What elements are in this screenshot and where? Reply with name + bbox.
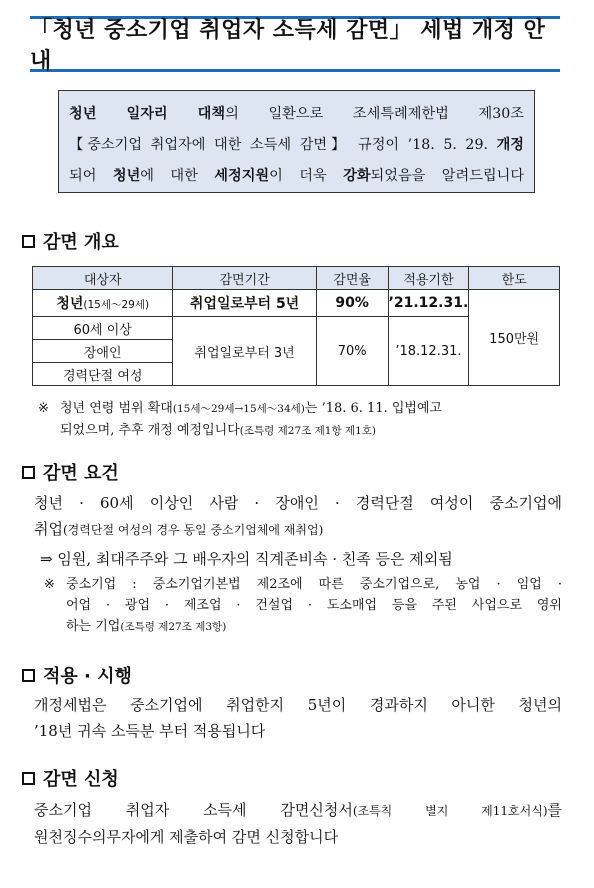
intro-box bbox=[58, 90, 535, 193]
body-text: 에 대한 bbox=[140, 168, 215, 184]
apply-time-paragraph bbox=[34, 692, 562, 744]
section-overview-heading bbox=[22, 229, 119, 253]
application-line-1: 중소기업 취업자 소득세 감면신청서(조특칙 별지 제11호서식)를 bbox=[34, 801, 563, 819]
checkbox-square-icon bbox=[22, 772, 35, 785]
sme-definition-note bbox=[44, 574, 562, 638]
requirements-line-1: 청년 · 60세 이상인 사람 · 장애인 · 경력단절 여성이 중소기업에 bbox=[34, 494, 562, 512]
reference-mark: ※ bbox=[44, 577, 55, 592]
section-overview-label: 감면 개요 bbox=[43, 232, 119, 253]
intro-line-2 bbox=[69, 130, 524, 161]
application-line-2: 원천징수의무자에게 제출하여 감면 신청합니다 bbox=[34, 828, 339, 846]
exclusion-line: ⇒ 임원, 최대주주와 그 배우자의 직계존비속 · 친족 등은 제외됨 bbox=[40, 550, 453, 568]
emphasis-text: 세정지원 bbox=[214, 168, 270, 184]
footnote-line-1: 청년 연령 범위 확대(15세～29세→15세～34세)는 ’18. 6. 11. 입법예고 bbox=[60, 401, 443, 416]
footnote-line-2: 되었으며, 추후 개정 예정입니다(조특령 제27조 제1항 제1호) bbox=[60, 423, 377, 438]
section-requirements-heading bbox=[22, 460, 119, 484]
group-period-cell: 취업일로부터 3년 bbox=[173, 317, 316, 386]
reduction-overview-table bbox=[32, 266, 560, 386]
page-title: 「청년 중소기업 취업자 소득세 감면」 세법 개정 안내 bbox=[30, 16, 560, 72]
sme-note-line-1: 중소기업 : 중소기업기본법 제2조에 따른 중소기업으로, 농업 · 임업 · bbox=[66, 577, 562, 592]
sme-note-line-3: 하는 기업(조특령 제27조 제3항) bbox=[66, 619, 227, 634]
checkbox-square-icon bbox=[22, 669, 35, 682]
emphasis-text: 강화 bbox=[343, 168, 371, 184]
body-text: 의 일환으로 조세특례제한법 제30조 bbox=[225, 106, 524, 122]
section-application-label: 감면 신청 bbox=[43, 769, 119, 790]
requirements-paragraph bbox=[34, 490, 562, 543]
group-rate-cell: 70% bbox=[316, 317, 388, 386]
emphasis-text: 개정 bbox=[496, 137, 524, 153]
youth-deadline-cell: ’21.12.31. bbox=[388, 290, 469, 317]
sme-note-line-2: 어업 · 광업 · 제조업 · 건설업 · 도소매업 등을 주된 사업으로 영위 bbox=[66, 598, 562, 613]
table-header-cell: 감면기간 bbox=[173, 267, 316, 290]
section-requirements-label: 감면 요건 bbox=[43, 463, 119, 484]
application-paragraph bbox=[34, 797, 562, 850]
checkbox-square-icon bbox=[22, 235, 35, 248]
target-cell: 경력단절 여성 bbox=[33, 363, 173, 386]
youth-target-cell: 청년(15세～29세) bbox=[33, 290, 173, 317]
body-text: 【중소기업 취업자에 대한 소득세 감면】 규정이 ’18. 5. 29. bbox=[69, 137, 497, 153]
target-cell: 장애인 bbox=[33, 340, 173, 363]
section-application-heading bbox=[22, 766, 119, 790]
body-text: 되어 bbox=[69, 168, 113, 184]
table-header-cell: 한도 bbox=[469, 267, 560, 290]
intro-line-3 bbox=[69, 161, 524, 192]
section-apply-time-label: 적용 · 시행 bbox=[43, 666, 132, 687]
checkbox-square-icon bbox=[22, 466, 35, 479]
target-cell: 60세 이상 bbox=[33, 317, 173, 340]
emphasis-text: 청년 bbox=[112, 168, 141, 184]
table-header-row bbox=[33, 267, 560, 290]
body-text: 되었음을 알려드립니다 bbox=[370, 168, 525, 184]
apply-time-line-1: 개정세법은 중소기업에 취업한지 5년이 경과하지 아니한 청년의 bbox=[34, 696, 562, 714]
table-row bbox=[33, 290, 560, 317]
requirements-line-2: 취업(경력단절 여성의 경우 동일 중소기업체에 재취업) bbox=[34, 520, 324, 538]
table-header-cell: 대상자 bbox=[33, 267, 173, 290]
youth-period-cell: 취업일로부터 5년 bbox=[173, 290, 316, 317]
youth-rate-cell: 90% bbox=[316, 290, 388, 317]
group-deadline-cell: ’18.12.31. bbox=[388, 317, 469, 386]
table-footnote bbox=[38, 398, 565, 442]
table-header-cell: 적용기한 bbox=[388, 267, 469, 290]
section-apply-time-heading bbox=[22, 663, 132, 687]
emphasis-text: 청년 일자리 대책 bbox=[69, 106, 226, 122]
apply-time-line-2: ’18년 귀속 소득분 부터 적용됩니다 bbox=[34, 722, 266, 740]
table-header-cell: 감면율 bbox=[316, 267, 388, 290]
reference-mark: ※ bbox=[38, 401, 49, 416]
body-text: 이 더욱 bbox=[269, 168, 344, 184]
limit-cell: 150만원 bbox=[469, 290, 560, 386]
intro-line-1 bbox=[69, 99, 524, 130]
